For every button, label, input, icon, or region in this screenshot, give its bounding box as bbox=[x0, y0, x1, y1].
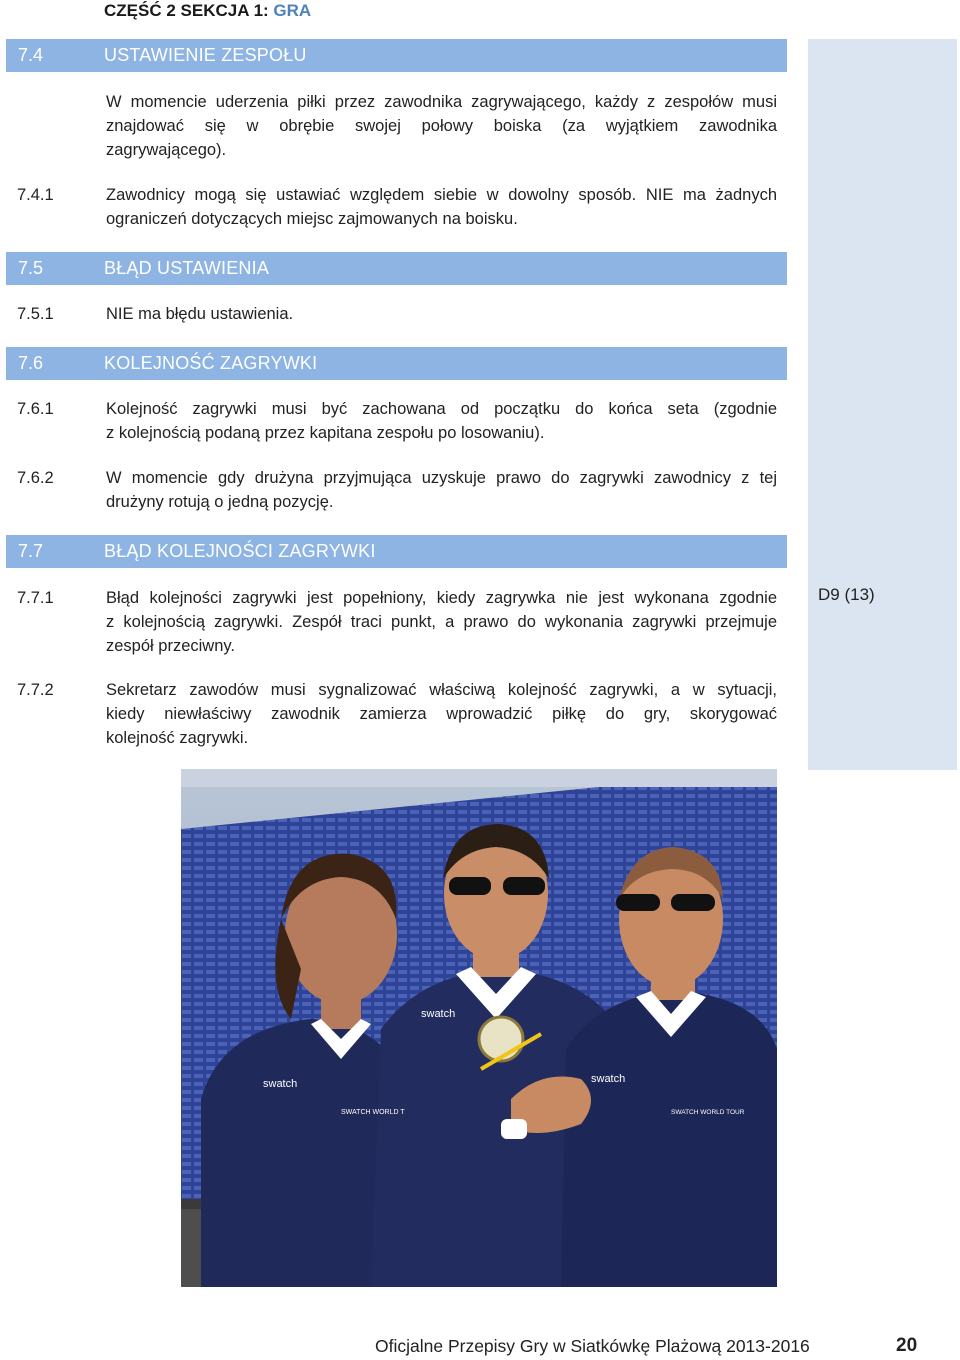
paragraph-line: kiedy niewłaściwy zawodnik zamierza wprowadzić piłkę do gry, skorygować bbox=[106, 705, 777, 723]
part-title-prefix: CZĘŚĆ 2 SEKCJA 1: bbox=[104, 1, 274, 20]
paragraph-line: NIE ma błędu ustawienia. bbox=[106, 305, 294, 323]
paragraph-7-4-intro bbox=[106, 90, 777, 162]
paragraph-line: Kolejność zagrywki musi być zachowana od początku do końca seta (zgodnie bbox=[106, 400, 777, 418]
section-number: 7.7 bbox=[18, 541, 44, 561]
shirt-logo-middle: swatch bbox=[421, 1008, 456, 1020]
paragraph-7-7-2 bbox=[106, 678, 777, 750]
paragraph-line: W momencie gdy drużyna przyjmująca uzyskuje prawo do zagrywki zawodnicy z tej bbox=[106, 469, 777, 487]
clause-number: 7.6.2 bbox=[17, 469, 54, 487]
paragraph-line: Zawodnicy mogą się ustawiać względem siebie w dowolny sposób. NIE ma żadnych bbox=[106, 186, 777, 204]
paragraph-line: W momencie uderzenia piłki przez zawodnika zagrywającego, każdy z zespołów musi bbox=[106, 93, 777, 111]
section-number: 7.4 bbox=[18, 45, 44, 65]
footer-title: Oficjalne Przepisy Gry w Siatkówkę Plażową 2013-2016 bbox=[375, 1336, 810, 1356]
part-section-title bbox=[104, 0, 311, 22]
section-header-7-4 bbox=[6, 39, 787, 72]
paragraph-7-6-2 bbox=[106, 466, 777, 514]
section-title: USTAWIENIE ZESPOŁU bbox=[104, 45, 307, 65]
paragraph-7-7-1 bbox=[106, 586, 777, 658]
paragraph-line: Sekretarz zawodów musi sygnalizować właściwą kolejność zagrywki, a w sytuacji, bbox=[106, 681, 777, 699]
paragraph-line: zespół przeciwny. bbox=[106, 637, 235, 655]
shirt-text-right: SWATCH WORLD TOUR bbox=[671, 1109, 745, 1116]
clause-number: 7.5.1 bbox=[17, 305, 54, 323]
section-header-7-5 bbox=[6, 252, 787, 285]
paragraph-7-5-1 bbox=[106, 302, 777, 326]
paragraph-line: znajdować się w obrębie swojej połowy boiska (za wyjątkiem zawodnika bbox=[106, 117, 777, 135]
shirt-logo-right: swatch bbox=[591, 1073, 626, 1085]
photo-illustration bbox=[181, 769, 777, 1287]
paragraph-line: Błąd kolejności zagrywki jest popełniony, kiedy zagrywka nie jest wykonana zgodnie bbox=[106, 589, 777, 607]
paragraph-7-6-1 bbox=[106, 397, 777, 445]
section-title: KOLEJNOŚĆ ZAGRYWKI bbox=[104, 353, 318, 373]
section-number: 7.6 bbox=[18, 353, 44, 373]
section-header-7-7 bbox=[6, 535, 787, 568]
paragraph-line: drużyny rotują o jedną pozycję. bbox=[106, 493, 334, 511]
clause-number: 7.7.2 bbox=[17, 681, 54, 699]
paragraph-line: zagrywającego). bbox=[106, 141, 227, 159]
section-title: BŁĄD KOLEJNOŚCI ZAGRYWKI bbox=[104, 541, 376, 561]
clause-number: 7.6.1 bbox=[17, 400, 54, 418]
clause-number: 7.4.1 bbox=[17, 186, 54, 204]
paragraph-line: z kolejnością zagrywki. Zespół traci punkt, a prawo do wykonania zagrywki przejmuje bbox=[106, 613, 777, 631]
section-title: BŁĄD USTAWIENIA bbox=[104, 258, 270, 278]
paragraph-line: ograniczeń dotyczących miejsc zajmowanych na boisku. bbox=[106, 210, 518, 228]
paragraph-7-4-1 bbox=[106, 183, 777, 231]
section-header-7-6 bbox=[6, 347, 787, 380]
shirt-logo-left: swatch bbox=[263, 1078, 298, 1090]
referees-photo bbox=[181, 769, 777, 1287]
paragraph-line: z kolejnością podaną przez kapitana zespołu po losowaniu). bbox=[106, 424, 545, 442]
page-number: 20 bbox=[896, 1335, 918, 1356]
margin-sidebar bbox=[808, 39, 957, 770]
section-number: 7.5 bbox=[18, 258, 44, 278]
part-title-accent: GRA bbox=[273, 1, 312, 20]
clause-number: 7.7.1 bbox=[17, 589, 54, 607]
shirt-text-left: SWATCH WORLD T bbox=[341, 1109, 405, 1116]
sidebar-reference: D9 (13) bbox=[818, 585, 875, 604]
paragraph-line: kolejność zagrywki. bbox=[106, 729, 249, 747]
